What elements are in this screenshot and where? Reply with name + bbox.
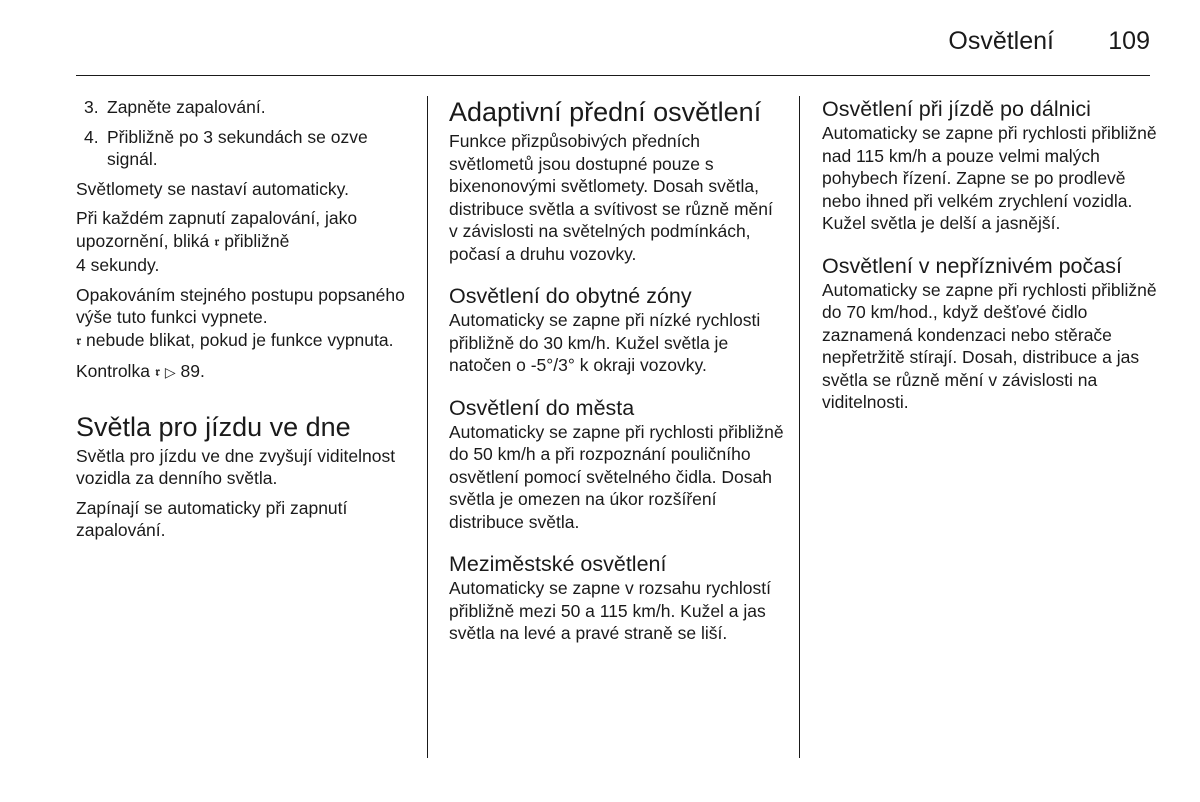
list-text: Zapněte zapalování. bbox=[107, 97, 266, 117]
page-reference-link[interactable]: 89. bbox=[180, 361, 205, 381]
paragraph-daytime-2: Zapínají se automaticky při zapnutí zapalování. bbox=[76, 497, 348, 540]
paragraph-residential-lighting: Automaticky se zapne při nízké rychlosti přibližně do 30 km/h. Kužel světla je natočen o -5°/3° k okraji vozovky. bbox=[449, 310, 761, 375]
list-text: Přibližně po 3 sekundách se ozve signál. bbox=[107, 126, 368, 169]
paragraph-town-lighting: Automaticky se zapne při rychlosti přibližně do 50 km/h a při rozpoznání pouličního osvětlení pomocí světelného čidla. Dosah světla je omezen na úkor rozšíření distribuce světla. bbox=[449, 421, 784, 532]
list-item-step-4 bbox=[76, 126, 416, 171]
column-divider-1 bbox=[427, 96, 428, 758]
text-span: přibližně bbox=[224, 230, 290, 251]
heading-residential-lighting: Osvětlení do obytné zóny bbox=[449, 284, 692, 308]
text-span: Opakováním stejného postupu popsaného výše tuto funkci vypnete. bbox=[76, 284, 405, 327]
section-title: Osvětlení bbox=[948, 27, 1054, 55]
paragraph-indicator-ref bbox=[76, 360, 416, 385]
heading-adverse-weather-lighting: Osvětlení v nepříznivém počasí bbox=[822, 253, 1122, 278]
paragraph-motorway-lighting: Automaticky se zapne při rychlosti přibližně nad 115 km/h a pouze velmi malých pohybech řízení. Zapne se po prodlevě nebo ihned při velkém zrychlení vozidla. Kužel světla je delší a jasnější. bbox=[822, 123, 1157, 233]
heading-country-lighting: Meziměstské osvětlení bbox=[449, 552, 667, 576]
page-number: 109 bbox=[1108, 27, 1150, 55]
column-3 bbox=[822, 96, 1157, 421]
text-span: 4 sekundy. bbox=[76, 255, 160, 275]
paragraph-daytime-1: Světla pro jízdu ve dne zvyšují viditelnost vozidla za denního světla. bbox=[76, 445, 396, 488]
paragraph-each-ignition bbox=[76, 207, 416, 277]
paragraph-repeat-disable bbox=[76, 284, 416, 354]
page-reference-arrow-icon: ▷ bbox=[164, 365, 176, 381]
heading-adaptive-front-lighting: Adaptivní přední osvětlení bbox=[449, 97, 762, 127]
paragraph-country-lighting: Automaticky se zapne v rozsahu rychlostí přibližně mezi 50 a 115 km/h. Kužel a jas světla na levé a pravé straně se liší. bbox=[449, 578, 771, 643]
list-number: 4. bbox=[84, 126, 99, 147]
paragraph-adaptive-front-lighting: Funkce přizpůsobivých předních světlometů jsou dostupné pouze s bixenonovými světlomety. Dosah světla, distribuce světla a svítivost se různě mění v závislosti na světelných podmínkách, počasí a druhu vozovky. bbox=[449, 131, 773, 264]
column-2 bbox=[449, 96, 784, 652]
heading-daytime-lights: Světla pro jízdu ve dne bbox=[76, 411, 351, 442]
list-number: 3. bbox=[84, 97, 99, 117]
paragraph-headlights-auto: Světlomety se nastaví automaticky. bbox=[76, 178, 349, 199]
light-warning-icon: 𝖗 bbox=[154, 365, 160, 380]
paragraph-adverse-weather-lighting: Automaticky se zapne při rychlosti přibližně do 70 km/hod., když dešťové čidlo zaznamená kondenzaci nebo stěrače nepřetržitě stírají. Dosah, distribuce a jas světla se různě mění v závislosti na viditelnosti. bbox=[822, 279, 1157, 412]
heading-motorway-lighting: Osvětlení při jízdě po dálnici bbox=[822, 97, 1091, 121]
text-span: Kontrolka bbox=[76, 361, 150, 381]
heading-town-lighting: Osvětlení do města bbox=[449, 395, 635, 420]
list-item-step-3 bbox=[76, 96, 416, 119]
column-1 bbox=[76, 96, 416, 549]
text-span: nebude blikat, pokud je funkce vypnuta. bbox=[86, 329, 394, 350]
header-divider bbox=[76, 75, 1150, 76]
light-warning-icon: 𝖗 bbox=[76, 333, 82, 349]
light-warning-icon: 𝖗 bbox=[214, 234, 220, 250]
text-span: Při každém zapnutí zapalování, jako upozornění, bliká bbox=[76, 208, 358, 251]
column-divider-2 bbox=[799, 96, 800, 758]
